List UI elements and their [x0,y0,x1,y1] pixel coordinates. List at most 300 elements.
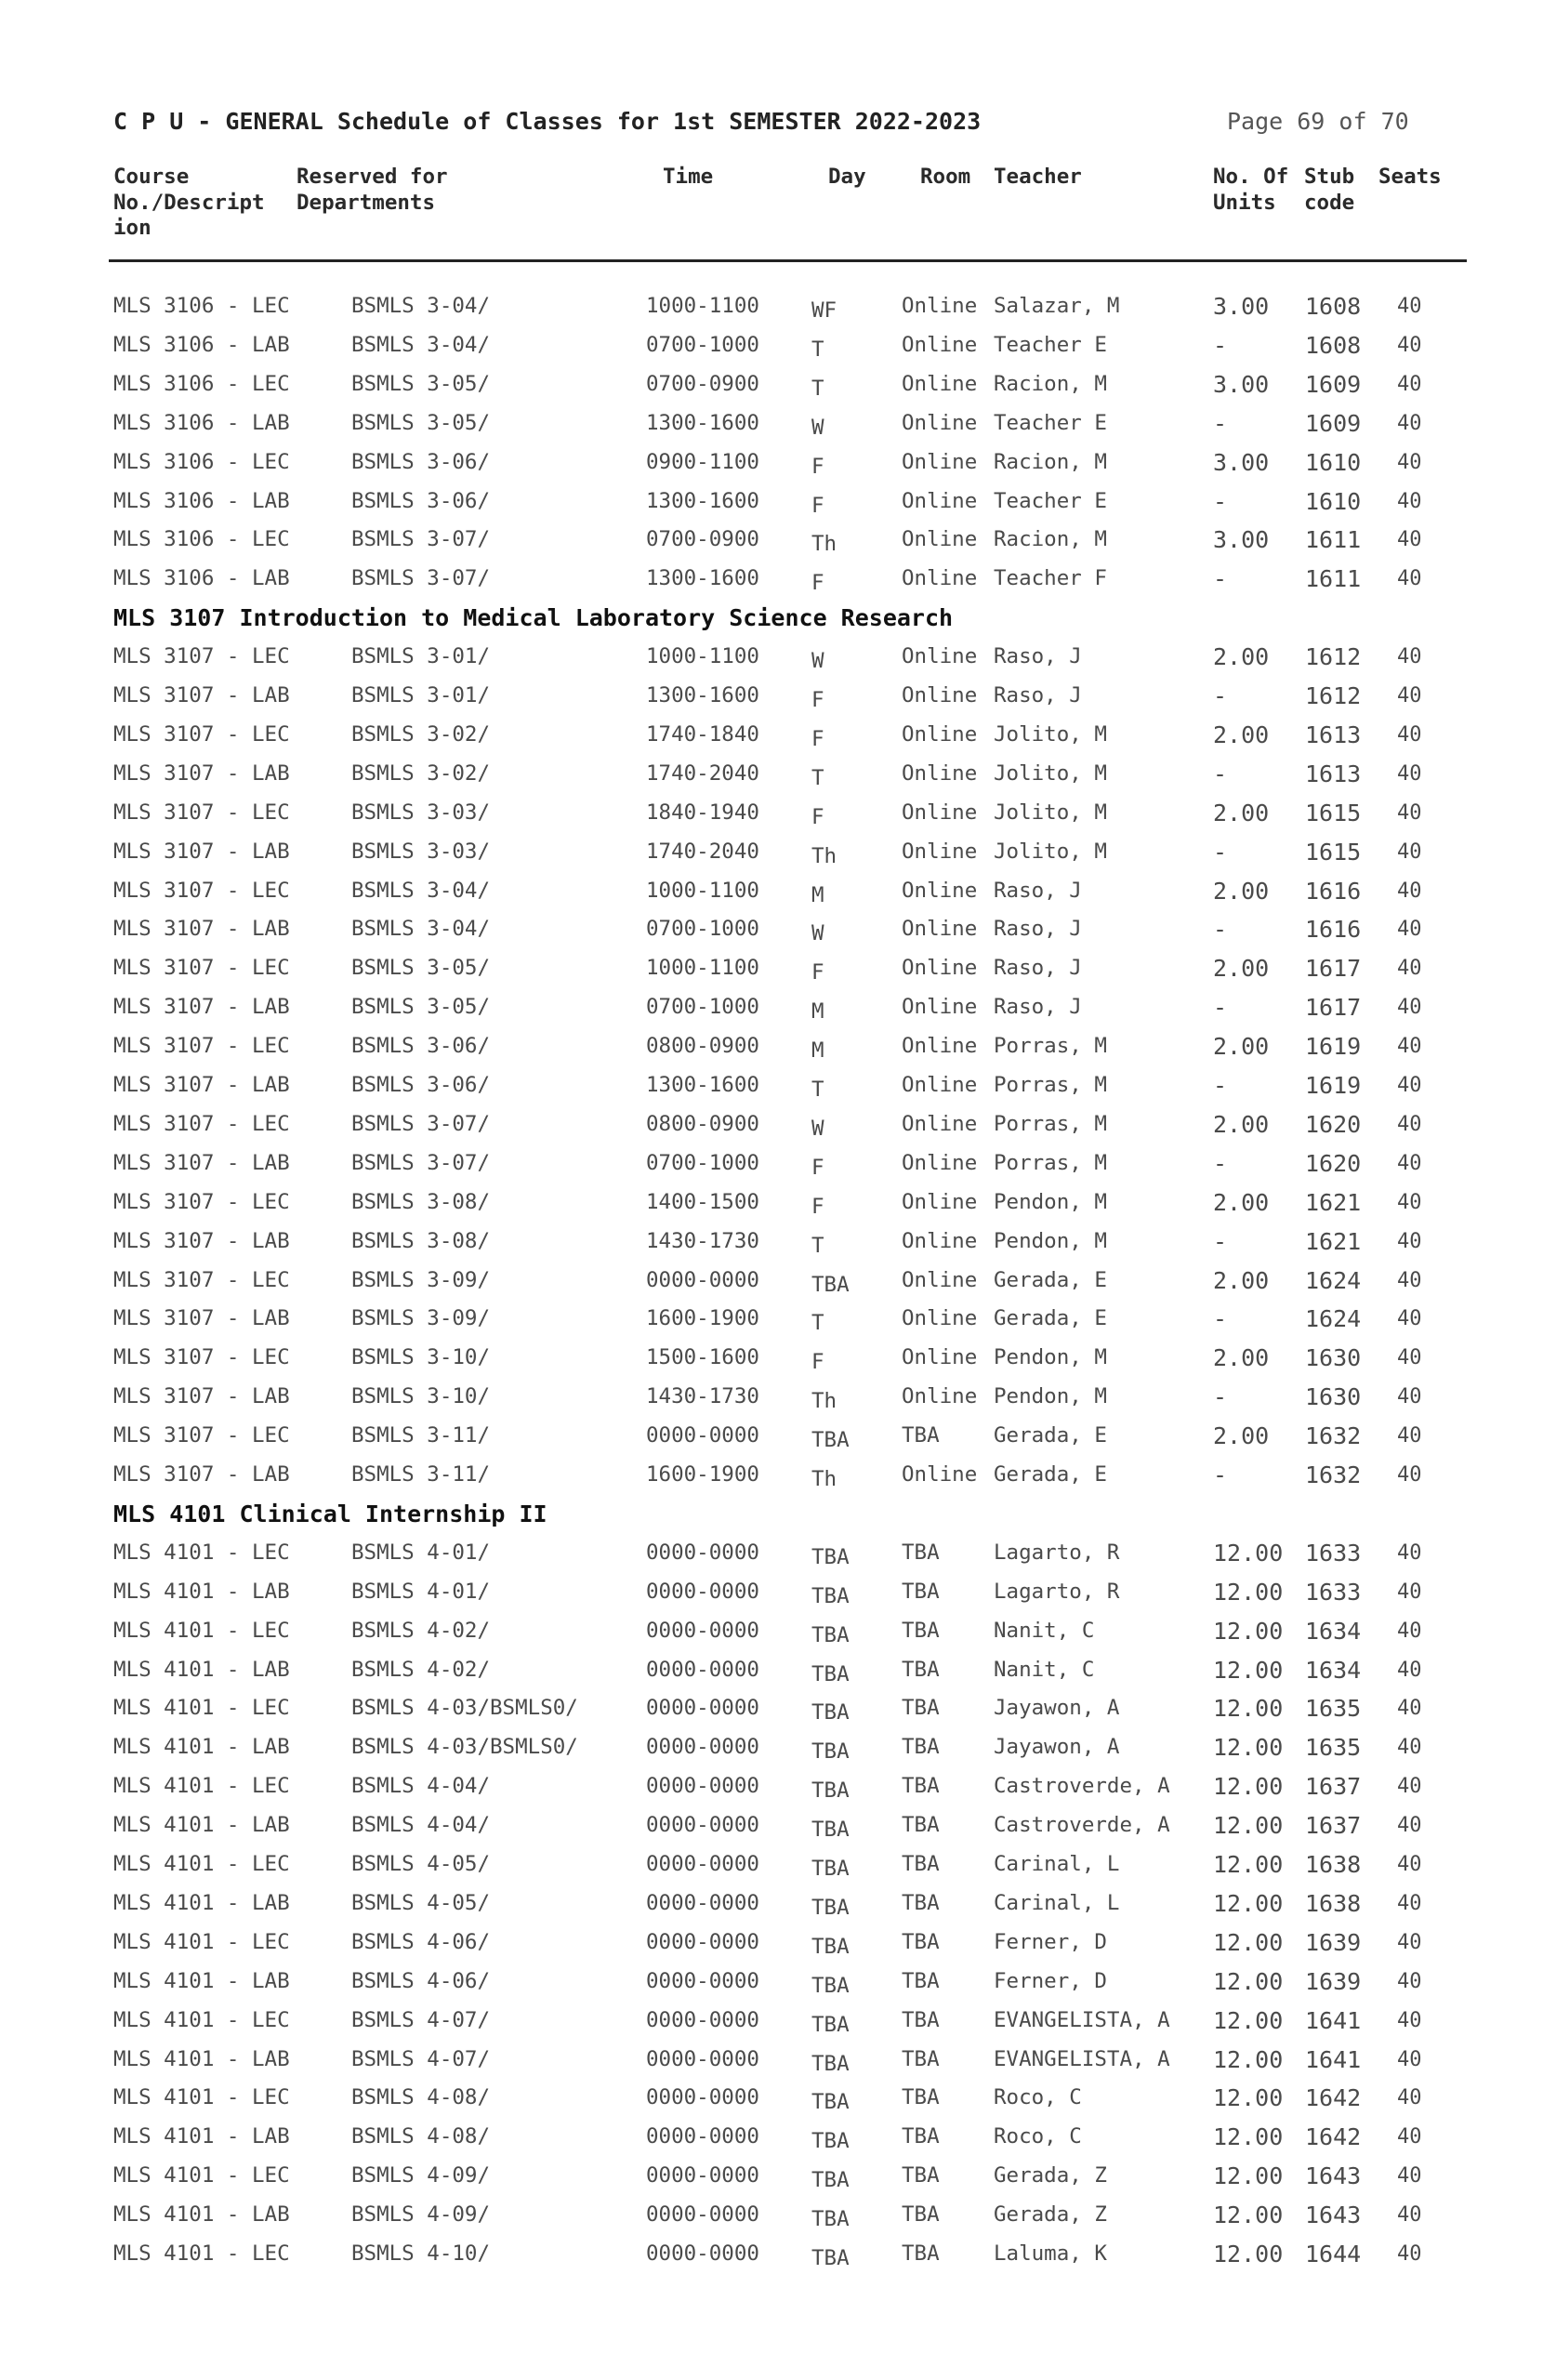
stub-code-cell: 1617 [1305,994,1362,1021]
seats-cell: 40 [1397,2048,1422,2071]
table-row [0,755,1556,793]
teacher-cell: Gerada, Z [994,2202,1107,2227]
department-cell: BSMLS 3-09/ [351,1268,491,1292]
room-cell: TBA [902,2241,940,2266]
stub-code-cell: 1619 [1305,1072,1362,1099]
day-cell: F [811,727,824,751]
department-cell: BSMLS 4-02/ [351,1658,491,1682]
room-cell: Online [902,566,978,590]
stub-code-cell: 1638 [1305,1851,1362,1878]
seats-cell: 40 [1397,451,1422,474]
page-number: Page 69 of 70 [1227,108,1409,135]
table-row [0,1806,1556,1844]
room-cell: TBA [902,1813,940,1837]
table-row [0,1262,1556,1300]
course-cell: MLS 3107 - LEC [113,879,290,903]
stub-code-cell: 1634 [1305,1618,1362,1645]
seats-cell: 40 [1397,1736,1422,1759]
teacher-cell: Porras, M [994,1112,1107,1136]
day-cell: TBA [811,1584,850,1608]
department-cell: BSMLS 3-05/ [351,372,491,396]
department-cell: BSMLS 4-07/ [351,2047,491,2071]
course-cell: MLS 3107 - LAB [113,1073,290,1097]
stub-code-cell: 1616 [1305,916,1362,943]
course-cell: MLS 3107 - LEC [113,1034,290,1058]
room-cell: Online [902,333,978,357]
seats-cell: 40 [1397,1307,1422,1330]
time-cell: 1500-1600 [646,1345,759,1369]
table-row [0,1884,1556,1923]
seats-cell: 40 [1397,1191,1422,1214]
table-row [0,1728,1556,1766]
day-cell: T [811,766,824,790]
units-cell: - [1213,332,1228,359]
table-row [0,1845,1556,1884]
room-cell: Online [902,722,978,747]
room-cell: TBA [902,2202,940,2227]
room-cell: Online [902,294,978,318]
department-cell: BSMLS 4-01/ [351,1580,491,1604]
seats-cell: 40 [1397,918,1422,941]
table-row [0,910,1556,948]
course-cell: MLS 4101 - LEC [113,2163,290,2188]
seats-cell: 40 [1397,1074,1422,1097]
stub-code-cell: 1611 [1305,565,1362,592]
stub-code-cell: 1641 [1305,2007,1362,2034]
units-cell: 2.00 [1213,1267,1270,1294]
seats-cell: 40 [1397,373,1422,396]
header-units-line2: Units [1213,190,1276,215]
day-cell: F [811,494,824,518]
units-cell: - [1213,994,1228,1021]
teacher-cell: Jayawon, A [994,1735,1120,1759]
room-cell: Online [902,917,978,941]
course-group-heading: MLS 3107 Introduction to Medical Laboratory Science Research [113,604,954,631]
teacher-cell: Lagarto, R [994,1580,1120,1604]
seats-cell: 40 [1397,1775,1422,1798]
day-cell: Th [811,1467,837,1491]
header-course-line3: ion [113,216,152,240]
teacher-cell: Roco, C [994,2124,1082,2149]
course-cell: MLS 3106 - LAB [113,333,290,357]
teacher-cell: EVANGELISTA, A [994,2008,1170,2032]
seats-cell: 40 [1397,1814,1422,1837]
day-cell: M [811,883,824,907]
teacher-cell: Teacher E [994,333,1107,357]
course-cell: MLS 3107 - LAB [113,1462,290,1487]
day-cell: F [811,960,824,985]
units-cell: 2.00 [1213,1189,1270,1216]
room-cell: TBA [902,1774,940,1798]
room-cell: Online [902,879,978,903]
day-cell: F [811,1195,824,1219]
units-cell: 12.00 [1213,1812,1284,1839]
teacher-cell: Castroverde, A [994,1774,1170,1798]
department-cell: BSMLS 4-09/ [351,2163,491,2188]
room-cell: TBA [902,1580,940,1604]
room-cell: Online [902,1034,978,1058]
table-row [0,1963,1556,2001]
seats-cell: 40 [1397,1113,1422,1136]
seats-cell: 40 [1397,1892,1422,1915]
units-cell: - [1213,916,1228,943]
department-cell: BSMLS 3-01/ [351,644,491,668]
department-cell: BSMLS 4-03/BSMLS0/ [351,1735,578,1759]
stub-code-cell: 1632 [1305,1461,1362,1488]
department-cell: BSMLS 3-04/ [351,879,491,903]
room-cell: TBA [902,1735,940,1759]
day-cell: WF [811,298,837,323]
table-row [0,483,1556,521]
table-row [0,2002,1556,2040]
department-cell: BSMLS 3-07/ [351,1112,491,1136]
room-cell: Online [902,450,978,474]
department-cell: BSMLS 4-08/ [351,2124,491,2149]
units-cell: 12.00 [1213,1929,1284,1956]
seats-cell: 40 [1397,1970,1422,1993]
time-cell: 0000-0000 [646,1696,759,1720]
teacher-cell: Carinal, L [994,1891,1120,1915]
stub-code-cell: 1635 [1305,1695,1362,1722]
time-cell: 1000-1100 [646,294,759,318]
table-row [0,1573,1556,1611]
table-row [0,1027,1556,1065]
room-cell: TBA [902,1540,940,1565]
room-cell: Online [902,1073,978,1097]
room-cell: Online [902,1229,978,1253]
time-cell: 1740-2040 [646,840,759,864]
room-cell: Online [902,644,978,668]
course-cell: MLS 3107 - LAB [113,683,290,707]
time-cell: 0000-0000 [646,2202,759,2227]
course-cell: MLS 3106 - LEC [113,294,290,318]
seats-cell: 40 [1397,1035,1422,1058]
room-cell: Online [902,1268,978,1292]
day-cell: TBA [811,1974,850,1998]
seats-cell: 40 [1397,1269,1422,1292]
stub-code-cell: 1637 [1305,1773,1362,1800]
units-cell: 2.00 [1213,1422,1270,1449]
teacher-cell: Raso, J [994,683,1082,707]
course-cell: MLS 3106 - LEC [113,527,290,551]
department-cell: BSMLS 3-01/ [351,683,491,707]
seats-cell: 40 [1397,645,1422,668]
stub-code-cell: 1638 [1305,1890,1362,1917]
table-row [0,1300,1556,1338]
table-row [0,1924,1556,1962]
units-cell: 2.00 [1213,643,1270,670]
department-cell: BSMLS 3-04/ [351,294,491,318]
course-cell: MLS 3106 - LAB [113,411,290,435]
teacher-cell: Gerada, E [994,1462,1107,1487]
day-cell: TBA [811,1857,850,1881]
day-cell: T [811,377,824,401]
day-cell: TBA [811,1428,850,1452]
day-cell: TBA [811,1545,850,1569]
course-cell: MLS 3107 - LEC [113,1112,290,1136]
day-cell: M [811,999,824,1024]
units-cell: 12.00 [1213,2162,1284,2189]
day-cell: TBA [811,1896,850,1920]
units-cell: - [1213,1461,1228,1488]
stub-code-cell: 1608 [1305,293,1362,320]
department-cell: BSMLS 3-02/ [351,761,491,786]
department-cell: BSMLS 3-05/ [351,956,491,980]
time-cell: 0700-0900 [646,372,759,396]
course-cell: MLS 3107 - LAB [113,761,290,786]
teacher-cell: Raso, J [994,879,1082,903]
table-row [0,1534,1556,1572]
seats-cell: 40 [1397,762,1422,786]
time-cell: 0000-0000 [646,1813,759,1837]
table-row [0,2196,1556,2234]
department-cell: BSMLS 3-05/ [351,995,491,1019]
table-row [0,1417,1556,1455]
department-cell: BSMLS 3-05/ [351,411,491,435]
room-cell: TBA [902,2047,940,2071]
stub-code-cell: 1608 [1305,332,1362,359]
stub-code-cell: 1624 [1305,1267,1362,1294]
units-cell: 12.00 [1213,1773,1284,1800]
units-cell: 12.00 [1213,1851,1284,1878]
room-cell: TBA [902,1658,940,1682]
day-cell: Th [811,844,837,868]
room-cell: TBA [902,2008,940,2032]
seats-cell: 40 [1397,2125,1422,2149]
time-cell: 1430-1730 [646,1384,759,1408]
seats-cell: 40 [1397,684,1422,707]
teacher-cell: Porras, M [994,1151,1107,1175]
units-cell: 3.00 [1213,371,1270,398]
table-row [0,404,1556,443]
department-cell: BSMLS 3-06/ [351,450,491,474]
seats-cell: 40 [1397,1346,1422,1369]
units-cell: - [1213,1228,1228,1255]
course-cell: MLS 4101 - LEC [113,1540,290,1565]
units-cell: - [1213,1072,1228,1099]
header-units-line1: No. Of [1213,165,1289,189]
day-cell: TBA [811,2207,850,2231]
time-cell: 0000-0000 [646,2008,759,2032]
time-cell: 0000-0000 [646,2047,759,2071]
units-cell: 12.00 [1213,2007,1284,2034]
room-cell: Online [902,1151,978,1175]
course-cell: MLS 3106 - LAB [113,566,290,590]
department-cell: BSMLS 4-06/ [351,1969,491,1993]
teacher-cell: Racion, M [994,450,1107,474]
day-cell: TBA [811,2052,850,2076]
time-cell: 0000-0000 [646,1658,759,1682]
units-cell: 12.00 [1213,2084,1284,2111]
seats-cell: 40 [1397,1659,1422,1682]
department-cell: BSMLS 4-04/ [351,1774,491,1798]
department-cell: BSMLS 4-02/ [351,1619,491,1643]
teacher-cell: Porras, M [994,1034,1107,1058]
teacher-cell: Nanit, C [994,1619,1095,1643]
day-cell: T [811,1234,824,1258]
seats-cell: 40 [1397,801,1422,825]
day-cell: T [811,1311,824,1335]
table-row [0,1767,1556,1805]
teacher-cell: Pendon, M [994,1345,1107,1369]
teacher-cell: EVANGELISTA, A [994,2047,1170,2071]
room-cell: Online [902,372,978,396]
table-row [0,872,1556,910]
department-cell: BSMLS 3-09/ [351,1306,491,1330]
course-cell: MLS 3106 - LEC [113,372,290,396]
table-row [0,1144,1556,1183]
stub-code-cell: 1615 [1305,839,1362,866]
time-cell: 0000-0000 [646,1423,759,1448]
teacher-cell: Gerada, E [994,1306,1107,1330]
day-cell: TBA [811,1935,850,1959]
room-cell: TBA [902,1930,940,1954]
table-row [0,833,1556,871]
day-cell: TBA [811,1662,850,1686]
room-cell: TBA [902,1619,940,1643]
teacher-cell: Jolito, M [994,761,1107,786]
header-reserved-line2: Departments [297,190,436,215]
department-cell: BSMLS 4-04/ [351,1813,491,1837]
stub-code-cell: 1633 [1305,1540,1362,1567]
stub-code-cell: 1641 [1305,2046,1362,2073]
units-cell: 3.00 [1213,526,1270,553]
time-cell: 1600-1900 [646,1462,759,1487]
teacher-cell: Teacher E [994,489,1107,513]
day-cell: T [811,337,824,362]
time-cell: 0000-0000 [646,2124,759,2149]
stub-code-cell: 1630 [1305,1383,1362,1410]
teacher-cell: Pendon, M [994,1190,1107,1214]
room-cell: TBA [902,1423,940,1448]
table-row [0,677,1556,715]
department-cell: BSMLS 3-11/ [351,1423,491,1448]
day-cell: F [811,571,824,595]
units-cell: 12.00 [1213,1657,1284,1684]
units-cell: 12.00 [1213,1695,1284,1722]
seats-cell: 40 [1397,879,1422,903]
table-row [0,1651,1556,1689]
time-cell: 1000-1100 [646,879,759,903]
stub-code-cell: 1612 [1305,643,1362,670]
room-cell: Online [902,956,978,980]
course-cell: MLS 4101 - LAB [113,2202,290,2227]
table-row [0,521,1556,559]
course-cell: MLS 3107 - LEC [113,1423,290,1448]
room-cell: TBA [902,2163,940,2188]
stub-code-cell: 1634 [1305,1657,1362,1684]
teacher-cell: Porras, M [994,1073,1107,1097]
teacher-cell: Ferner, D [994,1930,1107,1954]
header-teacher: Teacher [994,165,1082,189]
teacher-cell: Pendon, M [994,1384,1107,1408]
department-cell: BSMLS 3-03/ [351,840,491,864]
room-cell: Online [902,1306,978,1330]
room-cell: Online [902,1112,978,1136]
department-cell: BSMLS 3-08/ [351,1229,491,1253]
header-course-line2: No./Descript [113,190,265,215]
time-cell: 0000-0000 [646,2163,759,2188]
header-reserved-line1: Reserved for [297,165,448,189]
room-cell: Online [902,411,978,435]
time-cell: 1300-1600 [646,566,759,590]
units-cell: 2.00 [1213,955,1270,982]
table-row [0,1223,1556,1261]
department-cell: BSMLS 4-01/ [351,1540,491,1565]
table-row [0,1066,1556,1104]
units-cell: - [1213,488,1228,515]
seats-cell: 40 [1397,1853,1422,1876]
room-cell: Online [902,761,978,786]
stub-code-cell: 1610 [1305,449,1362,476]
seats-cell: 40 [1397,1424,1422,1448]
header-time: Time [663,165,714,189]
table-row [0,716,1556,754]
table-row [0,287,1556,325]
teacher-cell: Jayawon, A [994,1696,1120,1720]
table-row [0,1105,1556,1144]
units-cell: 12.00 [1213,1540,1284,1567]
seats-cell: 40 [1397,567,1422,590]
table-row [0,326,1556,364]
day-cell: M [811,1038,824,1063]
stub-code-cell: 1609 [1305,371,1362,398]
department-cell: BSMLS 3-11/ [351,1462,491,1487]
stub-code-cell: 1639 [1305,1968,1362,1995]
department-cell: BSMLS 4-07/ [351,2008,491,2032]
units-cell: 12.00 [1213,1968,1284,1995]
teacher-cell: Salazar, M [994,294,1120,318]
table-row [0,560,1556,598]
stub-code-cell: 1613 [1305,760,1362,787]
units-cell: 2.00 [1213,1344,1270,1371]
room-cell: TBA [902,1969,940,1993]
stub-code-cell: 1620 [1305,1111,1362,1138]
stub-code-cell: 1639 [1305,1929,1362,1956]
units-cell: 12.00 [1213,2241,1284,2268]
department-cell: BSMLS 3-07/ [351,566,491,590]
day-cell: T [811,1078,824,1102]
department-cell: BSMLS 3-04/ [351,333,491,357]
seats-cell: 40 [1397,1385,1422,1408]
stub-code-cell: 1633 [1305,1579,1362,1606]
day-cell: W [811,416,824,440]
stub-code-cell: 1642 [1305,2123,1362,2150]
table-row [0,2041,1556,2079]
time-cell: 0000-0000 [646,1930,759,1954]
seats-cell: 40 [1397,996,1422,1019]
table-row [0,1339,1556,1377]
course-cell: MLS 4101 - LEC [113,2008,290,2032]
course-cell: MLS 3107 - LAB [113,1384,290,1408]
teacher-cell: Jolito, M [994,840,1107,864]
seats-cell: 40 [1397,1620,1422,1643]
seats-cell: 40 [1397,723,1422,747]
time-cell: 0700-0900 [646,527,759,551]
day-cell: TBA [811,1739,850,1764]
day-cell: TBA [811,1273,850,1297]
time-cell: 0000-0000 [646,1580,759,1604]
table-row [0,365,1556,403]
course-cell: MLS 4101 - LEC [113,1696,290,1720]
units-cell: 12.00 [1213,1618,1284,1645]
units-cell: 12.00 [1213,2046,1284,2073]
teacher-cell: Laluma, K [994,2241,1107,2266]
seats-cell: 40 [1397,2164,1422,2188]
department-cell: BSMLS 3-07/ [351,527,491,551]
teacher-cell: Teacher E [994,411,1107,435]
department-cell: BSMLS 3-06/ [351,1073,491,1097]
